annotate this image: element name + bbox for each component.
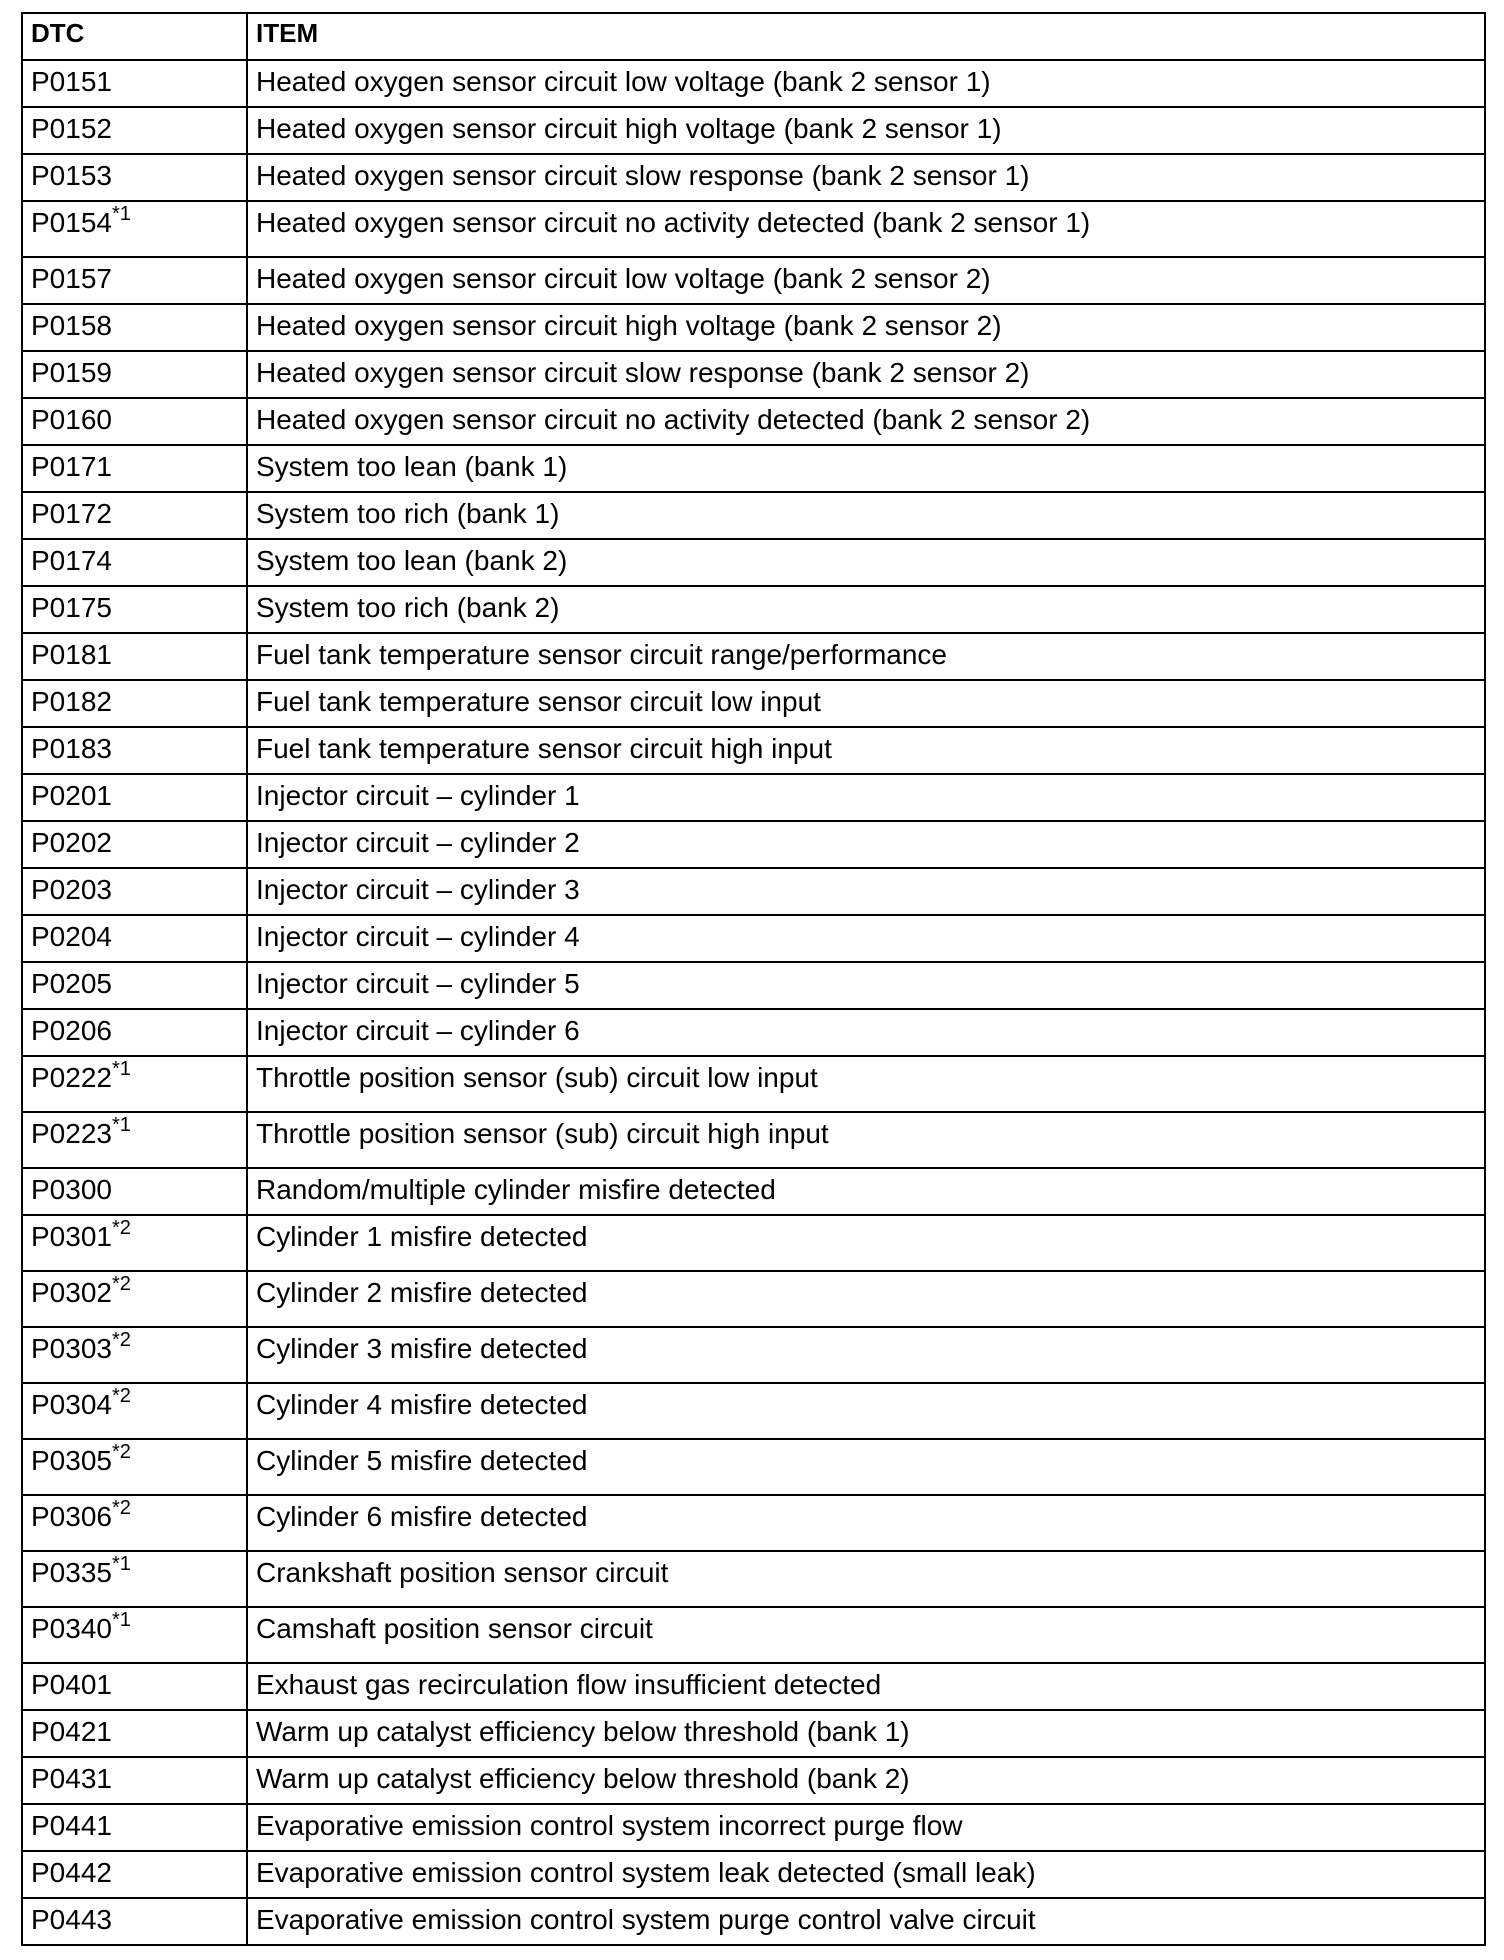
dtc-code: P0151 <box>31 66 112 97</box>
dtc-code: P0181 <box>31 639 112 670</box>
dtc-item-cell: Fuel tank temperature sensor circuit low input <box>247 680 1485 727</box>
footnote-marker: *2 <box>111 1328 131 1351</box>
dtc-code-cell <box>22 492 247 539</box>
dtc-code: P0153 <box>31 160 112 191</box>
dtc-code: P0303 <box>31 1333 112 1364</box>
table-row <box>22 1383 1485 1439</box>
footnote-marker: *2 <box>111 1216 131 1239</box>
dtc-item-cell: Warm up catalyst efficiency below threshold (bank 2) <box>247 1757 1485 1804</box>
dtc-code: P0431 <box>31 1763 112 1794</box>
footnote-marker: *2 <box>111 1272 131 1295</box>
table-row <box>22 304 1485 351</box>
dtc-code-cell <box>22 586 247 633</box>
dtc-code: P0202 <box>31 827 112 858</box>
dtc-item-cell: System too rich (bank 1) <box>247 492 1485 539</box>
dtc-code-cell <box>22 962 247 1009</box>
table-row <box>22 1495 1485 1551</box>
table-row <box>22 1271 1485 1327</box>
dtc-item-cell: Warm up catalyst efficiency below threshold (bank 1) <box>247 1710 1485 1757</box>
dtc-code-cell <box>22 1495 247 1551</box>
dtc-code: P0152 <box>31 113 112 144</box>
table-row <box>22 1851 1485 1898</box>
dtc-item-cell: Heated oxygen sensor circuit high voltage (bank 2 sensor 2) <box>247 304 1485 351</box>
table-row <box>22 1804 1485 1851</box>
dtc-code-cell <box>22 633 247 680</box>
dtc-code: P0301 <box>31 1221 112 1252</box>
footnote-marker: *1 <box>111 1057 131 1080</box>
table-row <box>22 586 1485 633</box>
dtc-code: P0335 <box>31 1557 112 1588</box>
dtc-item-cell: Heated oxygen sensor circuit slow response (bank 2 sensor 2) <box>247 351 1485 398</box>
dtc-code-cell <box>22 1898 247 1945</box>
footnote-marker: *2 <box>111 1496 131 1519</box>
dtc-code: P0159 <box>31 357 112 388</box>
header-item: ITEM <box>247 13 1485 60</box>
header-dtc: DTC <box>22 13 247 60</box>
dtc-code-cell <box>22 1710 247 1757</box>
table-row <box>22 1898 1485 1945</box>
dtc-code-cell <box>22 1168 247 1215</box>
table-row <box>22 1439 1485 1495</box>
footnote-marker: *1 <box>111 202 131 225</box>
dtc-code-cell <box>22 915 247 962</box>
dtc-item-cell: Camshaft position sensor circuit <box>247 1607 1485 1663</box>
table-row <box>22 868 1485 915</box>
dtc-code-cell <box>22 1804 247 1851</box>
dtc-code: P0206 <box>31 1015 112 1046</box>
dtc-item-cell: Throttle position sensor (sub) circuit low input <box>247 1056 1485 1112</box>
table-row <box>22 1663 1485 1710</box>
dtc-code-cell <box>22 727 247 774</box>
footnote-marker: *1 <box>111 1113 131 1136</box>
dtc-item-cell: Exhaust gas recirculation flow insufficient detected <box>247 1663 1485 1710</box>
dtc-item-cell: Injector circuit – cylinder 4 <box>247 915 1485 962</box>
dtc-code-cell <box>22 351 247 398</box>
dtc-code-cell <box>22 821 247 868</box>
dtc-item-cell: Evaporative emission control system purge control valve circuit <box>247 1898 1485 1945</box>
dtc-code-cell <box>22 1439 247 1495</box>
dtc-code: P0305 <box>31 1445 112 1476</box>
table-row <box>22 107 1485 154</box>
dtc-item-cell: Fuel tank temperature sensor circuit high input <box>247 727 1485 774</box>
dtc-code: P0174 <box>31 545 112 576</box>
dtc-code: P0300 <box>31 1174 112 1205</box>
dtc-item-cell: Throttle position sensor (sub) circuit high input <box>247 1112 1485 1168</box>
dtc-code: P0401 <box>31 1669 112 1700</box>
dtc-code: P0203 <box>31 874 112 905</box>
dtc-code: P0204 <box>31 921 112 952</box>
dtc-item-cell: Heated oxygen sensor circuit no activity detected (bank 2 sensor 1) <box>247 201 1485 257</box>
table-row <box>22 1009 1485 1056</box>
table-body <box>22 60 1485 1945</box>
dtc-code: P0182 <box>31 686 112 717</box>
footnote-marker: *1 <box>111 1608 131 1631</box>
dtc-item-cell: Evaporative emission control system incorrect purge flow <box>247 1804 1485 1851</box>
dtc-item-cell: Cylinder 3 misfire detected <box>247 1327 1485 1383</box>
dtc-code: P0340 <box>31 1613 112 1644</box>
table-header-row <box>22 13 1485 60</box>
table-row <box>22 1112 1485 1168</box>
dtc-code-cell <box>22 1009 247 1056</box>
dtc-item-cell: Heated oxygen sensor circuit high voltage (bank 2 sensor 1) <box>247 107 1485 154</box>
dtc-code: P0172 <box>31 498 112 529</box>
dtc-code-cell <box>22 1851 247 1898</box>
dtc-code-cell <box>22 1551 247 1607</box>
table-row <box>22 915 1485 962</box>
dtc-code-cell <box>22 1271 247 1327</box>
table-row <box>22 774 1485 821</box>
dtc-item-cell: Cylinder 1 misfire detected <box>247 1215 1485 1271</box>
dtc-code-cell <box>22 1056 247 1112</box>
table-row <box>22 1168 1485 1215</box>
table-row <box>22 1327 1485 1383</box>
dtc-code: P0175 <box>31 592 112 623</box>
dtc-code-cell <box>22 107 247 154</box>
dtc-code: P0158 <box>31 310 112 341</box>
dtc-code: P0201 <box>31 780 112 811</box>
dtc-code-cell <box>22 680 247 727</box>
table-row <box>22 154 1485 201</box>
table-row <box>22 1551 1485 1607</box>
dtc-item-cell: Injector circuit – cylinder 5 <box>247 962 1485 1009</box>
table-row <box>22 962 1485 1009</box>
dtc-item-cell: Heated oxygen sensor circuit low voltage (bank 2 sensor 2) <box>247 257 1485 304</box>
table-row <box>22 727 1485 774</box>
dtc-code-cell <box>22 1383 247 1439</box>
dtc-item-cell: System too rich (bank 2) <box>247 586 1485 633</box>
dtc-code-cell <box>22 774 247 821</box>
dtc-code: P0154 <box>31 207 112 238</box>
dtc-code-cell <box>22 1607 247 1663</box>
dtc-code: P0302 <box>31 1277 112 1308</box>
dtc-item-cell: Cylinder 2 misfire detected <box>247 1271 1485 1327</box>
dtc-code-cell <box>22 398 247 445</box>
dtc-item-cell: Injector circuit – cylinder 3 <box>247 868 1485 915</box>
dtc-item-cell: Heated oxygen sensor circuit slow response (bank 2 sensor 1) <box>247 154 1485 201</box>
dtc-item-cell: System too lean (bank 2) <box>247 539 1485 586</box>
dtc-item-cell: Random/multiple cylinder misfire detected <box>247 1168 1485 1215</box>
dtc-code-cell <box>22 539 247 586</box>
dtc-code-cell <box>22 60 247 107</box>
dtc-code: P0442 <box>31 1857 112 1888</box>
footnote-marker: *2 <box>111 1440 131 1463</box>
dtc-code-cell <box>22 304 247 351</box>
dtc-code-cell <box>22 1757 247 1804</box>
dtc-item-cell: Cylinder 4 misfire detected <box>247 1383 1485 1439</box>
dtc-item-cell: Evaporative emission control system leak detected (small leak) <box>247 1851 1485 1898</box>
table-row <box>22 60 1485 107</box>
dtc-code: P0306 <box>31 1501 112 1532</box>
table-row <box>22 1056 1485 1112</box>
dtc-item-cell: Crankshaft position sensor circuit <box>247 1551 1485 1607</box>
dtc-code-cell <box>22 201 247 257</box>
dtc-code: P0171 <box>31 451 112 482</box>
dtc-code: P0421 <box>31 1716 112 1747</box>
table-row <box>22 539 1485 586</box>
table-row <box>22 633 1485 680</box>
table-row <box>22 257 1485 304</box>
footnote-marker: *1 <box>111 1552 131 1575</box>
dtc-code: P0222 <box>31 1062 112 1093</box>
footnote-marker: *2 <box>111 1384 131 1407</box>
dtc-item-cell: Cylinder 5 misfire detected <box>247 1439 1485 1495</box>
dtc-code-cell <box>22 154 247 201</box>
dtc-code-cell <box>22 1112 247 1168</box>
dtc-code-cell <box>22 257 247 304</box>
dtc-code: P0443 <box>31 1904 112 1935</box>
table-row <box>22 1607 1485 1663</box>
table-row <box>22 1215 1485 1271</box>
dtc-code: P0304 <box>31 1389 112 1420</box>
table-row <box>22 1757 1485 1804</box>
dtc-code: P0160 <box>31 404 112 435</box>
dtc-item-cell: Cylinder 6 misfire detected <box>247 1495 1485 1551</box>
dtc-code: P0183 <box>31 733 112 764</box>
dtc-code-cell <box>22 445 247 492</box>
dtc-item-cell: Injector circuit – cylinder 6 <box>247 1009 1485 1056</box>
table-row <box>22 1710 1485 1757</box>
table-row <box>22 201 1485 257</box>
dtc-code: P0223 <box>31 1118 112 1149</box>
dtc-item-cell: System too lean (bank 1) <box>247 445 1485 492</box>
dtc-code-cell <box>22 1215 247 1271</box>
dtc-code-cell <box>22 1663 247 1710</box>
table-row <box>22 351 1485 398</box>
table-row <box>22 398 1485 445</box>
dtc-code: P0157 <box>31 263 112 294</box>
dtc-code-cell <box>22 1327 247 1383</box>
table-row <box>22 680 1485 727</box>
dtc-code: P0205 <box>31 968 112 999</box>
dtc-code-cell <box>22 868 247 915</box>
dtc-table <box>21 12 1486 1946</box>
dtc-item-cell: Heated oxygen sensor circuit low voltage (bank 2 sensor 1) <box>247 60 1485 107</box>
dtc-item-cell: Injector circuit – cylinder 1 <box>247 774 1485 821</box>
dtc-item-cell: Heated oxygen sensor circuit no activity detected (bank 2 sensor 2) <box>247 398 1485 445</box>
table-row <box>22 821 1485 868</box>
table-row <box>22 445 1485 492</box>
table-row <box>22 492 1485 539</box>
dtc-item-cell: Injector circuit – cylinder 2 <box>247 821 1485 868</box>
dtc-item-cell: Fuel tank temperature sensor circuit range/performance <box>247 633 1485 680</box>
dtc-code: P0441 <box>31 1810 112 1841</box>
